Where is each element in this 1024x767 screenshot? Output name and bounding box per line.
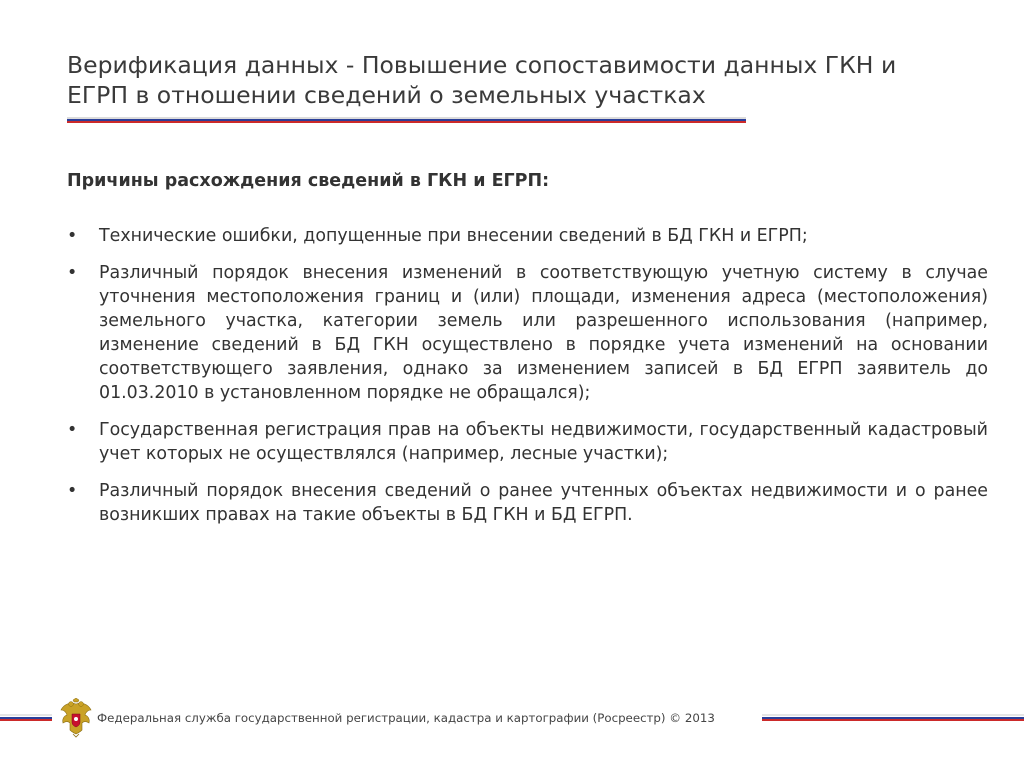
list-item: [67, 261, 988, 405]
title-underline: [67, 117, 746, 123]
russian-coat-of-arms-icon: [58, 698, 94, 738]
bullet-icon: •: [67, 226, 78, 246]
slide-title: [67, 50, 967, 110]
list-item-text: Технические ошибки, допущенные при внесении сведений в БД ГКН и ЕГРП;: [99, 226, 808, 246]
list-item: [67, 224, 988, 248]
section-subtitle: Причины расхождения сведений в ГКН и ЕГРП:: [67, 171, 550, 191]
list-item: [67, 418, 988, 466]
slide-title-line-2: ЕГРП в отношении сведений о земельных участках: [67, 81, 706, 109]
flag-stripe-left: [0, 714, 52, 721]
bullet-icon: •: [67, 481, 78, 501]
reasons-list: [67, 224, 988, 540]
bullet-icon: •: [67, 420, 78, 440]
list-item-text: Государственная регистрация прав на объекты недвижимости, государственный кадастровый учет которых не осуществлялся (например, лесные участки);: [99, 420, 988, 464]
flag-stripe-right: [762, 714, 1024, 721]
slide-title-line-1: Верификация данных - Повышение сопоставимости данных ГКН и: [67, 51, 897, 79]
list-item-text: Различный порядок внесения сведений о ранее учтенных объектах недвижимости и о ранее возникших правах на такие объекты в БД ГКН и БД ЕГРП.: [99, 481, 988, 525]
list-item: [67, 479, 988, 527]
list-item-text: Различный порядок внесения изменений в соответствующую учетную систему в случае уточнения местоположения границ и (или) площади, изменения адреса (местоположения) земельного участка, категории земель или разрешенного использования (например, изменение сведений в БД ГКН осуществлено в порядке учета изменений на основании соответствующего заявления, однако за изменением записей в БД ЕГРП заявитель до 01.03.2010 в установленном порядке не обращался);: [99, 263, 988, 403]
slide-footer: [0, 698, 1024, 742]
bullet-icon: •: [67, 263, 78, 283]
footer-organization-text: Федеральная служба государственной регистрации, кадастра и картографии (Росреестр) © 2013: [97, 711, 715, 725]
